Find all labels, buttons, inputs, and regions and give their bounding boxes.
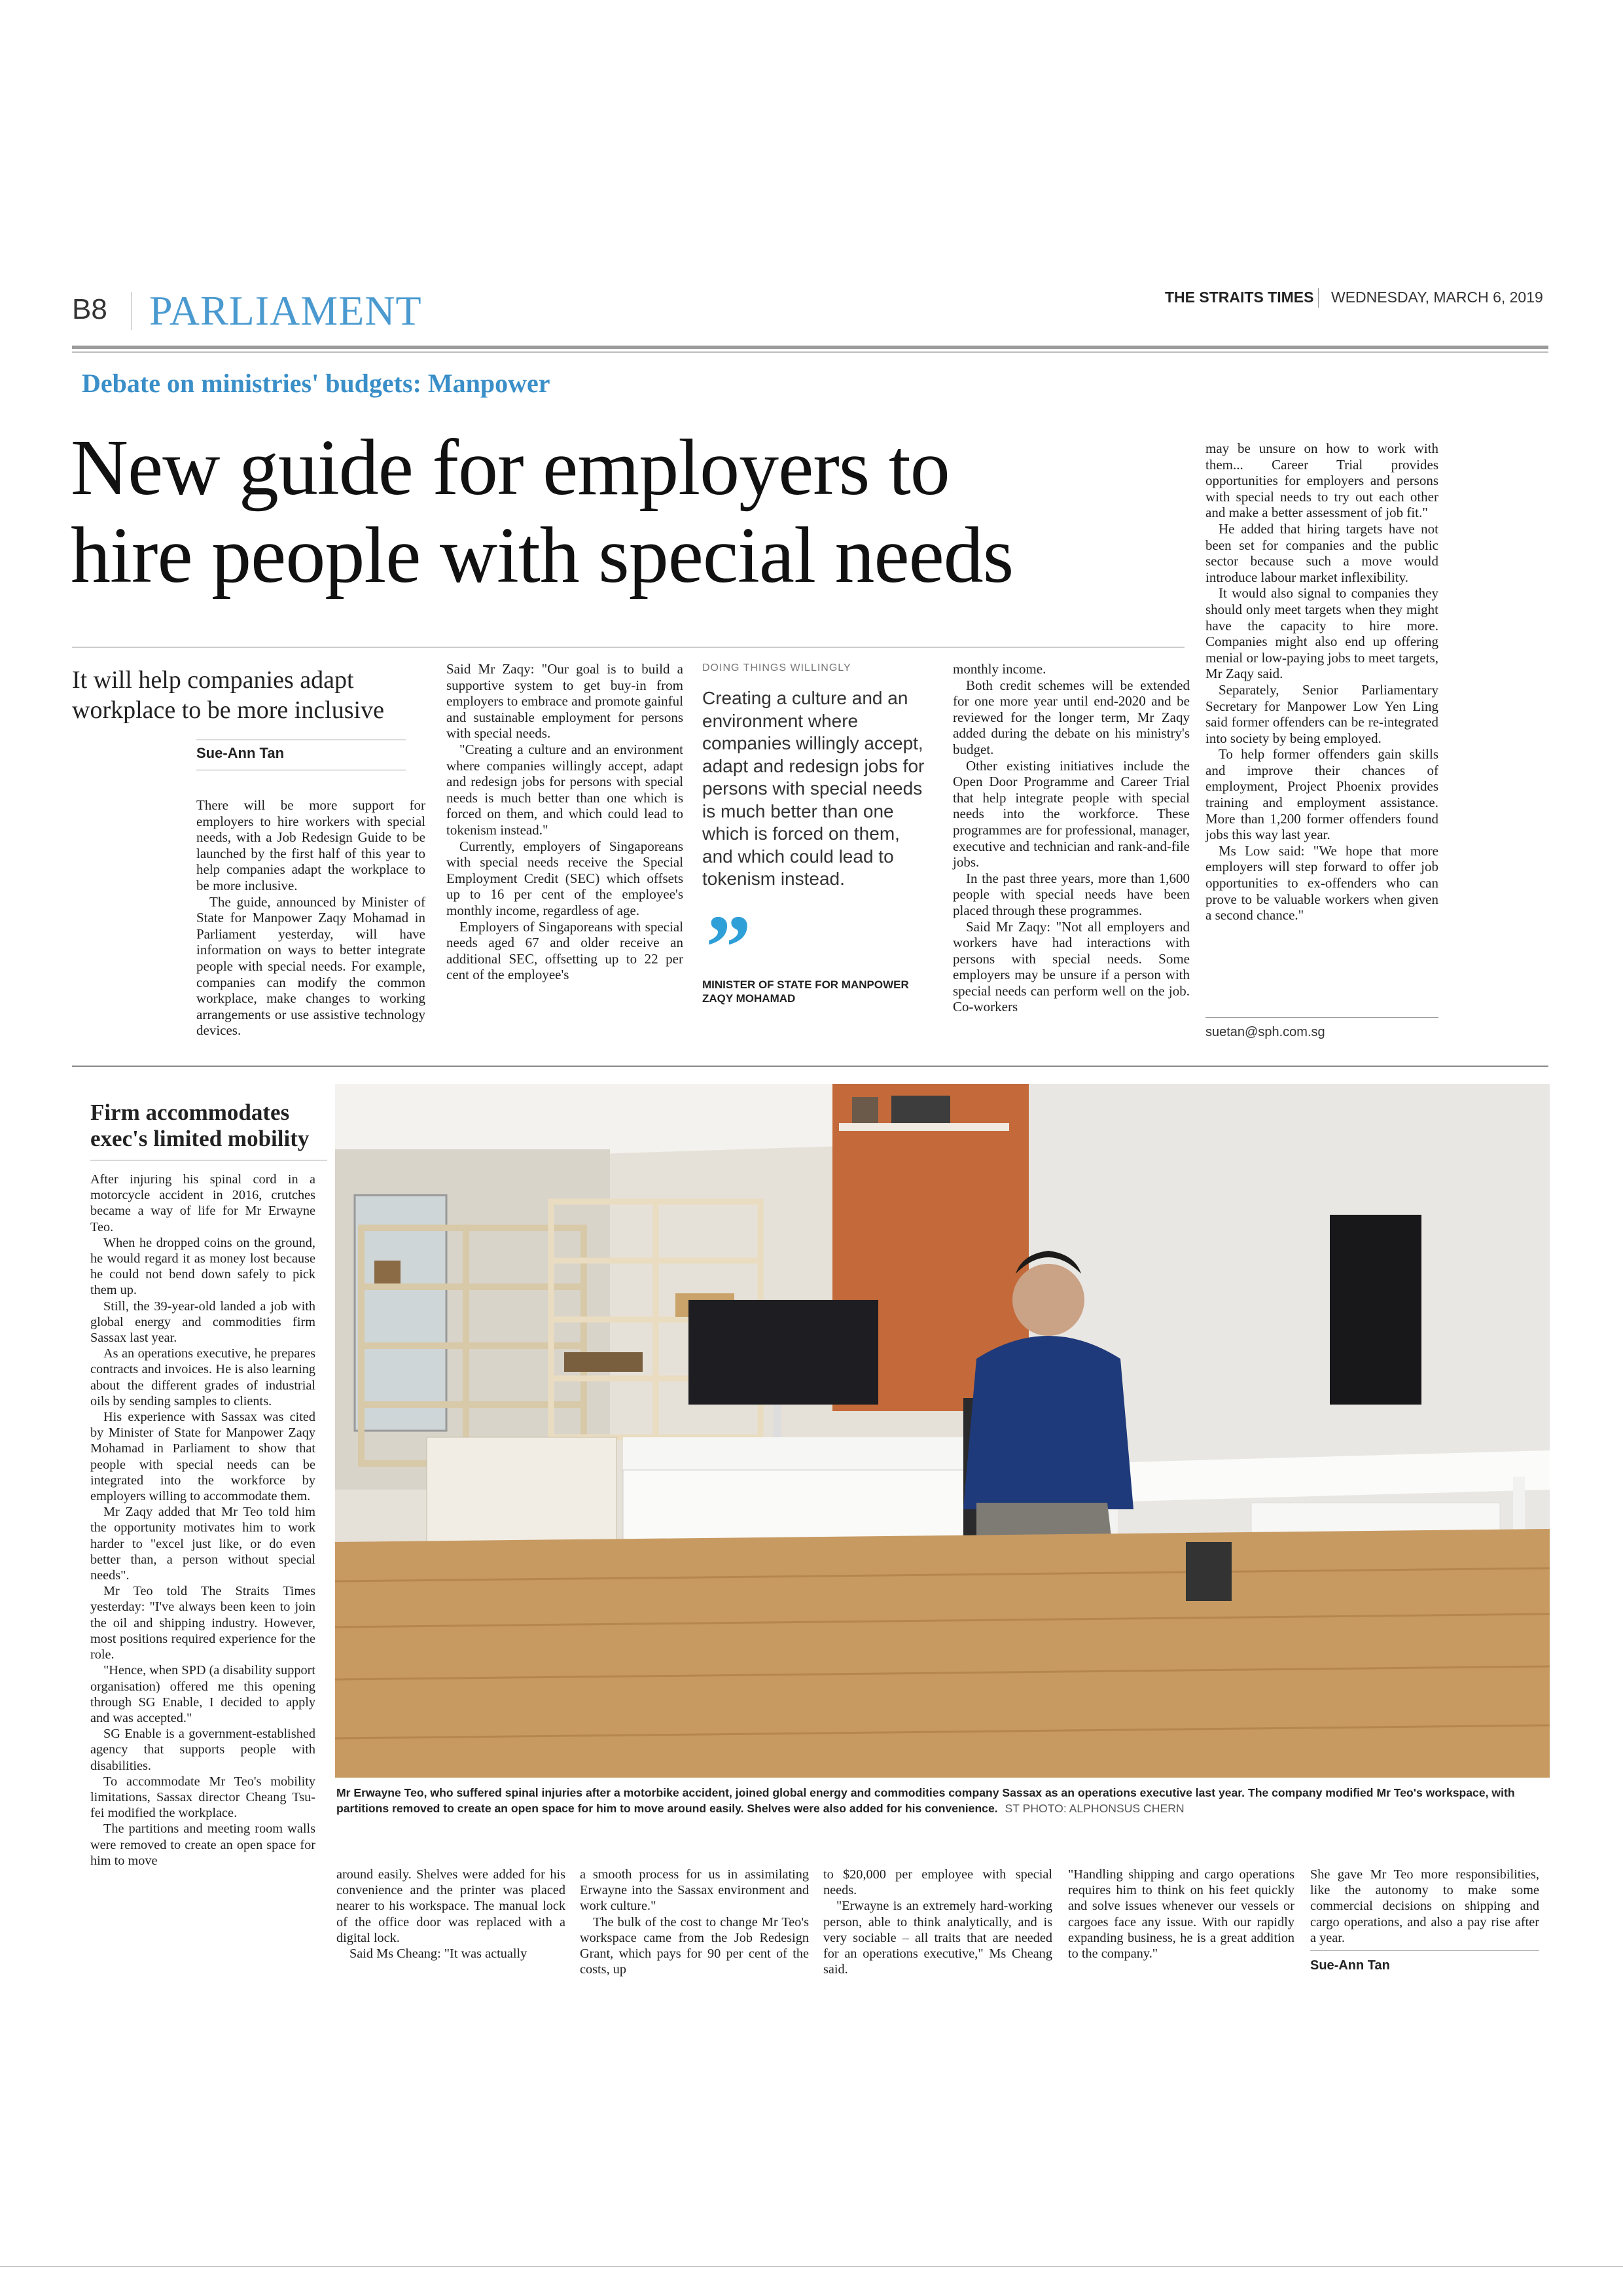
story-top-rule: [72, 647, 1185, 648]
paragraph: a smooth process for us in assimilating Erwayne into the Sassax environment and work culture.": [580, 1867, 809, 1914]
paragraph: He added that hiring targets have not been set for companies and the public sector because such a move would introduce labour market inflexibility.: [1205, 520, 1438, 585]
pullquote-label: DOING THINGS WILLINGLY: [702, 662, 851, 673]
quote-mark-icon: ”: [705, 897, 751, 998]
paragraph: Both credit schemes will be extended for one more year until end-2020 and be reviewed for the longer term, Mr Zaqy added during the debate on his ministry's budget.: [953, 677, 1190, 757]
paragraph: The partitions and meeting room walls were removed to create an open space for him to move: [90, 1821, 315, 1868]
headline-line-2: hire people with special needs: [71, 511, 1014, 600]
paragraph: When he dropped coins on the ground, he would regard it as money lost because he could not bend down safely to pick them up.: [90, 1235, 315, 1298]
paragraph: Said Mr Zaqy: "Our goal is to build a supportive system to get buy-in from employers to embrace and promote gainful and sustainable employment for persons with special needs.: [446, 661, 683, 742]
issue-date: WEDNESDAY, MARCH 6, 2019: [1331, 289, 1543, 306]
paragraph: As an operations executive, he prepares contracts and invoices. He is also learning about the different grades of industrial oils by sending samples to clients.: [90, 1346, 315, 1408]
paragraph: "Handling shipping and cargo operations requires him to think on his feet quickly and solve issues whenever our vessels or cargoes face any issue. With our rapidly expanding business, he is a great addition to the company.": [1068, 1867, 1294, 1962]
page-bottom-rule: [0, 2266, 1623, 2267]
pullquote-attribution-title: MINISTER OF STATE FOR MANPOWER: [702, 978, 909, 991]
paragraph: "Erwayne is an extremely hard-working person, able to think analytically, and is very sociable – all traits that are needed for an operations executive," Ms Cheang said.: [823, 1899, 1052, 1977]
paragraph: Separately, Senior Parliamentary Secretary for Manpower Low Yen Ling said former offenders can be re-integrated into society by being employed.: [1205, 681, 1438, 746]
paragraph: It would also signal to companies they should only meet targets when they might have the capacity to hire more. Companies might also end up offering menial or low-paying jobs to meet targets, Mr Zaqy said.: [1205, 585, 1438, 682]
paragraph: SG Enable is a government-established agency that supports people with disabilities.: [90, 1727, 315, 1773]
header-rule: [72, 346, 1548, 349]
sidebar-column-5: [1068, 1867, 1294, 1962]
paragraph: around easily. Shelves were added for his convenience and the printer was placed nearer to his workspace. The manual lock of the office door was replaced with a digital lock.: [336, 1867, 565, 1945]
email-rule: [1205, 1017, 1438, 1018]
paragraph: Said Ms Cheang: "It was actually: [349, 1946, 527, 1962]
header-divider-2: [1318, 288, 1319, 308]
photo-caption-text: Mr Erwayne Teo, who suffered spinal injuries after a motorbike accident, joined global energy and commodities company Sassax as an operations executive last year. The company modified Mr Teo's workspace, with partitions removed to create an open space for him to move around easily. Shelves were also added for his convenience.: [336, 1786, 1515, 1815]
pullquote-attribution: [702, 978, 909, 1005]
kicker: Debate on ministries' budgets: Manpower: [82, 368, 550, 398]
office-photo: [335, 1084, 1550, 1778]
paragraph: Said Mr Zaqy: "Not all employers and workers have had interactions with persons with special needs. Some employers may be unsure if a person with special needs can perform well on the job. Co-workers: [953, 918, 1190, 1015]
byline: Sue-Ann Tan: [196, 745, 285, 761]
headline: [71, 424, 1170, 600]
paragraph: may be unsure on how to work with them... Career Trial provides opportunities for employers and persons with special needs to try out each other and make a better assessment of job fit.": [1205, 440, 1438, 521]
sidebar-byline: Sue-Ann Tan: [1310, 1958, 1390, 1973]
headline-line-1: New guide for employers to: [71, 423, 950, 512]
subhead: It will help companies adapt workplace to be more inclusive: [72, 666, 384, 724]
paragraph: Still, the 39-year-old landed a job with global energy and commodities firm Sassax last year.: [90, 1299, 315, 1346]
photo-caption: [336, 1785, 1547, 1816]
sidebar-headline: [90, 1100, 309, 1152]
paragraph: Currently, employers of Singaporeans with special needs receive the Special Employment Credit (SEC) which offsets up to 16 per cent of the employee's monthly income, regardless of age.: [446, 838, 683, 918]
paragraph: Other existing initiatives include the Open Door Programme and Career Trial that help integrate people with special needs into the workforce. These programmes are for professional, manager, executive and technician and rank-and-file jobs.: [953, 757, 1190, 870]
paragraph: In the past three years, more than 1,600 people with special needs have been placed through these programmes.: [953, 870, 1190, 918]
paragraph: To help former offenders gain skills and improve their chances of employment, Project Phoenix provides training and employment assistance. More than 1,200 former offenders found jobs this way last year.: [1205, 746, 1438, 843]
paragraph: "Hence, when SPD (a disability support organisation) offered me this opening through SG Enable, I decided to apply and was accepted.": [90, 1663, 315, 1725]
main-story-column-1: [196, 797, 425, 1039]
header-rule-thin: [72, 351, 1548, 353]
paragraph: to $20,000 per employee with special needs.: [823, 1867, 1052, 1898]
photo-credit: ST PHOTO: ALPHONSUS CHERN: [1005, 1801, 1185, 1815]
main-story-column-5: [1205, 440, 1438, 924]
paragraph: She gave Mr Teo more responsibilities, like the autonomy to make some commercial decisions on shipping and cargo operations, and also a pay rise after a year.: [1310, 1867, 1539, 1945]
paragraph: The bulk of the cost to change Mr Teo's workspace came from the Job Redesign Grant, which pays for 90 per cent of the costs, up: [580, 1914, 809, 1977]
paragraph: Employers of Singaporeans with special needs aged 67 and older receive an additional SEC, offsetting up to 22 per cent of the employee's: [446, 918, 683, 983]
sidebar-column-4: [823, 1867, 1052, 1977]
paragraph: "Creating a culture and an environment where companies willingly accept, adapt and redesign jobs for persons with special needs is much better than one which is forced on them, and which could lead to tokenism instead.": [446, 741, 683, 838]
sidebar-headline-line-1: Firm accommodates: [90, 1100, 290, 1125]
section-name: PARLIAMENT: [149, 287, 422, 334]
reporter-email: suetan@sph.com.sg: [1205, 1025, 1325, 1039]
paragraph: The guide, announced by Minister of State for Manpower Zaqy Mohamad in Parliament yesterday, will have information on ways to better integrate people with special needs. For example, companies can modify the common workplace, make changes to working arrangements or use assistive technology devices.: [196, 893, 425, 1039]
paragraph: monthly income.: [953, 661, 1046, 677]
paragraph: After injuring his spinal cord in a motorcycle accident in 2016, crutches became a way of life for Mr Erwayne Teo.: [90, 1172, 315, 1234]
main-story-column-2: [446, 661, 683, 983]
paragraph: Ms Low said: "We hope that more employers will step forward to offer job opportunities to ex-offenders who can prove to be valuable workers when given a second chance.": [1205, 842, 1438, 924]
sidebar-column-3: [580, 1867, 809, 1977]
pullquote-attribution-name: ZAQY MOHAMAD: [702, 992, 796, 1005]
paragraph: To accommodate Mr Teo's mobility limitations, Sassax director Cheang Tsu-fei modified the workplace.: [90, 1774, 315, 1821]
sidebar-byline-rule: [1310, 1950, 1539, 1951]
paragraph: Mr Teo told The Straits Times yesterday: "I've always been keen to join the oil and shipping industry. However, most positions required experience for the role.: [90, 1584, 315, 1662]
page-number: B8: [72, 293, 107, 325]
paragraph: Mr Zaqy added that Mr Teo told him the opportunity motivates him to work harder to "excel just like, or do even better than, a person without special needs".: [90, 1505, 315, 1583]
main-story-column-4: [953, 661, 1190, 1015]
sidebar-column-2: [336, 1867, 565, 1962]
office-photo-illustration: [335, 1084, 1550, 1778]
publication-name: THE STRAITS TIMES: [1165, 289, 1314, 306]
paragraph: His experience with Sassax was cited by Minister of State for Manpower Zaqy Mohamad in Parliament to show that people with special needs can be integrated into the workforce by employers willing to accommodate them.: [90, 1410, 315, 1504]
pullquote-text: Creating a culture and an environment where companies willingly accept, adapt and redesign jobs for persons with special needs is much better than one which is forced on them, and which could lead to tokenism instead.: [702, 688, 925, 889]
paragraph: There will be more support for employers to hire workers with special needs, with a Job Redesign Guide to be launched by the first half of this year to help companies adapt the workplace to be more inclusive.: [196, 797, 425, 893]
sidebar-column-1: [90, 1172, 315, 1869]
section-divider: [72, 1066, 1548, 1067]
sidebar-headline-line-2: exec's limited mobility: [90, 1126, 310, 1151]
header-divider: [131, 292, 132, 330]
sidebar-column-6: [1310, 1867, 1539, 1946]
